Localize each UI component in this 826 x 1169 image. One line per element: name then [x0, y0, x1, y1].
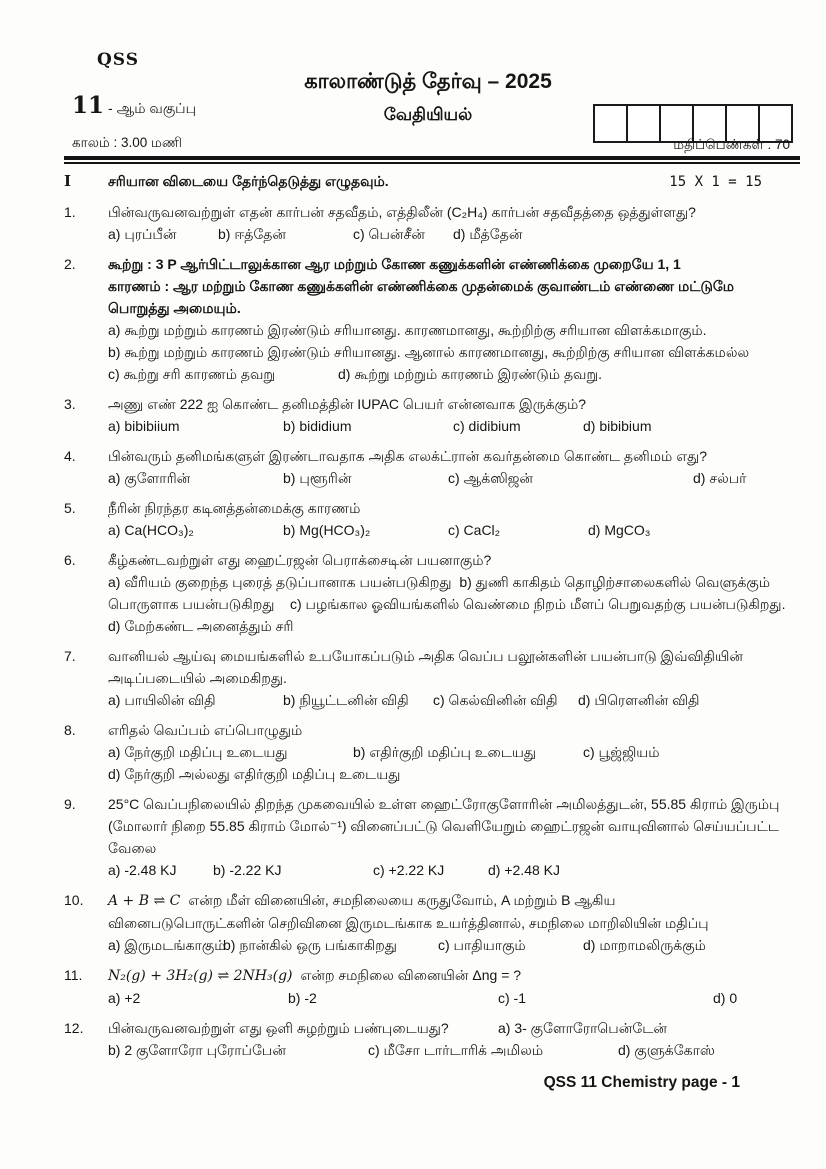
question-number: 6.: [64, 552, 76, 568]
question-text: [108, 889, 800, 912]
question-number: 12.: [64, 1020, 84, 1036]
question-2: [64, 253, 800, 385]
page-footer: QSS 11 Chemistry page - 1: [543, 1074, 740, 1091]
option-c: c) கூற்று சரி காரணம் தவறு: [108, 366, 276, 382]
question-text: எரிதல் வெப்பம் எப்பொழுதும்: [108, 722, 303, 738]
question-10: [64, 889, 800, 956]
question-1: [64, 201, 800, 245]
option-b: b) நான்கில் ஒரு பங்காகிறது: [223, 937, 397, 953]
option-d: d) மேற்கண்ட அனைத்தும் சரி: [108, 618, 294, 634]
question-number: 1.: [64, 204, 76, 220]
class-suffix: - ஆம் வகுப்பு: [108, 100, 197, 116]
question-12: [64, 1017, 800, 1061]
question-number: 7.: [64, 648, 76, 664]
option-d: d) bibibium: [583, 418, 652, 434]
question-text-cont: (மோலார் நிறை 55.85 கிராம் மோல்⁻¹) வினைப்பட்டு வெளியேறும் ஹைட்ரஜன் வாயுவினால் செய்யப்பட்ட: [108, 818, 779, 834]
option-a: a) கூற்று மற்றும் காரணம் இரண்டும் சரியானது. காரணமானது, கூற்றிற்கு சரியான விளக்கமாகும்.: [108, 322, 707, 338]
option-a: a) பாயிலின் விதி: [108, 692, 216, 708]
question-number: 4.: [64, 448, 76, 464]
option-a: a) இருமடங்காகும்: [108, 937, 226, 953]
options-line: a) வீரியம் குறைந்த புரைத் தடுப்பானாக பயன்படுகிறது b) துணி காகிதம் தொழிற்சாலைகளில் வெளுக்கும்: [108, 574, 770, 590]
options-row: [108, 415, 800, 437]
options-row: [108, 1039, 800, 1061]
question-number: 3.: [64, 396, 76, 412]
question-text: 25°C வெப்பநிலையில் திறந்த முகவையில் உள்ள ஹைட்ரோகுளோரின் அமிலத்துடன், 55.85 கிராம் இரும்பு: [108, 796, 780, 812]
option-a: a) புரப்பீன்: [108, 226, 177, 242]
option-d: d) +2.48 KJ: [488, 862, 560, 878]
question-7: [64, 645, 800, 711]
option-d: d) நேர்குறி அல்லது எதிர்குறி மதிப்பு உடையது: [108, 766, 401, 782]
options-row: [108, 223, 800, 245]
question-area: [64, 170, 800, 1061]
option-a: a) குளோரின்: [108, 470, 191, 486]
option-b: b) நியூட்டனின் விதி: [283, 692, 409, 708]
option-d: d) மீத்தேன்: [453, 226, 523, 242]
equilibrium-equation: A + B ⇌ C: [108, 893, 181, 909]
option-b: b) கூற்று மற்றும் காரணம் இரண்டும் சரியானது. ஆனால் காரணமானது, கூற்றிற்கு சரியான விளக்கமல்ல: [108, 344, 750, 360]
option-d: d) மாறாமலிருக்கும்: [583, 937, 706, 953]
question-text: அணு எண் 222 ஐ கொண்ட தனிமத்தின் IUPAC பெயர் என்னவாக இருக்கும்?: [108, 396, 587, 412]
question-number: 9.: [64, 796, 76, 812]
option-d: d) 0: [713, 990, 738, 1006]
question-5: [64, 497, 800, 541]
assertion-text: கூற்று : 3 P ஆர்பிட்டாலுக்கான ஆர மற்றும் கோண கணுக்களின் எண்ணிக்கை முறையே 1, 1: [108, 256, 681, 272]
register-number-box: [593, 104, 628, 143]
option-d: d) குளுக்கோஸ்: [618, 1042, 715, 1058]
question-9: [64, 793, 800, 881]
question-text: பின்வருவனவற்றுள் எது ஒளி சுழற்றும் பண்புடையது?: [108, 1020, 449, 1036]
option-d: d) சல்பர்: [693, 470, 747, 486]
option-a: a) +2: [108, 990, 141, 1006]
reason-text: காரணம் : ஆர மற்றும் கோண கணுக்களின் எண்ணிக்கை முதன்மைக் குவாண்டம் எண்ணை மட்டுமே: [108, 278, 735, 294]
question-number: 11.: [64, 967, 83, 983]
section-marks: 15 X 1 = 15: [669, 174, 762, 190]
option-b: b) புளூரின்: [283, 470, 352, 486]
question-text: பின்வருவனவற்றுள் எதன் கார்பன் சதவீதம், எத்திலீன் (C₂H₄) கார்பன் சதவீதத்தை ஒத்துள்ளது?: [108, 204, 696, 220]
options-row: [108, 934, 800, 956]
option-a: a) bibibiium: [108, 418, 180, 434]
options-row: [108, 741, 800, 763]
question-text: [108, 964, 800, 987]
option-a: a) Ca(HCO₃)₂: [108, 522, 194, 538]
options-line: பொருளாக பயன்படுகிறது c) பழங்கால ஓவியங்களில் வெண்மை நிறம் மீளப் பெறுவதற்கு பயன்படுகிறது.: [108, 596, 786, 612]
options-row: [108, 363, 800, 385]
options-row: [108, 689, 800, 711]
question-text-cont: வினைபடுபொருட்களின் செறிவினை இருமடங்காக உயர்த்தினால், சமநிலை மாறிலியின் மதிப்பு: [108, 915, 709, 931]
header-rule: [64, 156, 800, 168]
option-d: d) MgCO₃: [588, 522, 651, 538]
option-b: b) bididium: [283, 418, 352, 434]
option-c: c) பென்சீன்: [353, 226, 425, 242]
question-text-rest: என்ற மீள் வினையின், சமநிலையை கருதுவோம், A மற்றும் B ஆகிய: [188, 892, 616, 908]
option-c: c) CaCl₂: [448, 522, 501, 538]
option-b: b) ஈத்தேன்: [218, 226, 286, 242]
question-number: 8.: [64, 722, 76, 738]
option-c: c) பூஜ்ஜியம்: [583, 744, 660, 760]
reason-text-cont: பொறுத்து அமையும்.: [108, 300, 241, 316]
option-c: c) பாதியாகும்: [438, 937, 526, 953]
question-11: [64, 964, 800, 1009]
option-b: b) 2 குளோரோ புரோப்பேன்: [108, 1042, 286, 1058]
exam-title: காலாண்டுத் தேர்வு – 2025: [304, 70, 552, 93]
question-line: [108, 1017, 800, 1039]
option-b: b) -2.22 KJ: [213, 862, 282, 878]
section-instruction: சரியான விடையை தேர்ந்தெடுத்து எழுதவும்.: [108, 173, 389, 189]
option-c: c) +2.22 KJ: [373, 862, 445, 878]
option-c: c) didibium: [453, 418, 521, 434]
section-heading: [64, 170, 800, 193]
option-c: c) கெல்வினின் விதி: [433, 692, 558, 708]
question-text-cont: அடிப்படையில் அமைகிறது.: [108, 670, 287, 686]
option-b: b) எதிர்குறி மதிப்பு உடையது: [353, 744, 537, 760]
option-a: a) -2.48 KJ: [108, 862, 177, 878]
option-a: a) 3- குளோரோபென்டேன்: [498, 1020, 667, 1036]
question-4: [64, 445, 800, 489]
options-row: [108, 467, 800, 489]
question-number: 2.: [64, 256, 76, 272]
option-d: d) பிரௌனின் விதி: [578, 692, 700, 708]
paper-header: [0, 0, 826, 157]
question-text: பின்வரும் தனிமங்களுள் இரண்டாவதாக அதிக எலக்ட்ரான் கவர்தன்மை கொண்ட தனிமம் எது?: [108, 448, 708, 464]
total-marks-label: மதிப்பெண்கள் : 70: [673, 137, 790, 152]
question-text: கீழ்கண்டவற்றுள் எது ஹைட்ரஜன் பெராக்சைடின் பயனாகும்?: [108, 552, 492, 568]
subject-title: வேதியியல்: [383, 105, 473, 124]
option-b: b) Mg(HCO₃)₂: [283, 522, 371, 538]
question-6: [64, 549, 800, 637]
options-row: [108, 519, 800, 541]
exam-code: QSS: [97, 50, 139, 70]
question-3: [64, 393, 800, 437]
question-text-cont: வேலை: [108, 840, 157, 856]
option-b: b) -2: [288, 990, 317, 1006]
time-label: காலம் : 3.00 மணி: [72, 135, 182, 150]
question-text-rest: என்ற சமநிலை வினையின் Δng = ?: [300, 967, 522, 983]
question-text: நீரின் நிரந்தர கடினத்தன்மைக்கு காரணம்: [108, 500, 361, 516]
register-number-box: [626, 104, 661, 143]
option-c: c) மீசோ டார்டாரிக் அமிலம்: [368, 1042, 544, 1058]
class-number: 11: [72, 92, 105, 119]
option-c: c) -1: [498, 990, 526, 1006]
option-a: a) நேர்குறி மதிப்பு உடையது: [108, 744, 288, 760]
question-number: 10.: [64, 892, 84, 908]
section-numeral: I: [64, 172, 72, 190]
options-row: [108, 859, 800, 881]
option-d: d) கூற்று மற்றும் காரணம் இரண்டும் தவறு.: [338, 366, 603, 382]
question-number: 5.: [64, 500, 76, 516]
question-text: வானியல் ஆய்வு மையங்களில் உபயோகப்படும் அதிக வெப்ப பலூன்களின் பயன்பாடு இவ்விதியின்: [108, 648, 743, 664]
option-c: c) ஆக்ஸிஜன்: [448, 470, 534, 486]
question-8: [64, 719, 800, 785]
options-row: [108, 987, 800, 1009]
equilibrium-equation: N₂(g) + 3H₂(g) ⇌ 2NH₃(g): [108, 968, 293, 984]
